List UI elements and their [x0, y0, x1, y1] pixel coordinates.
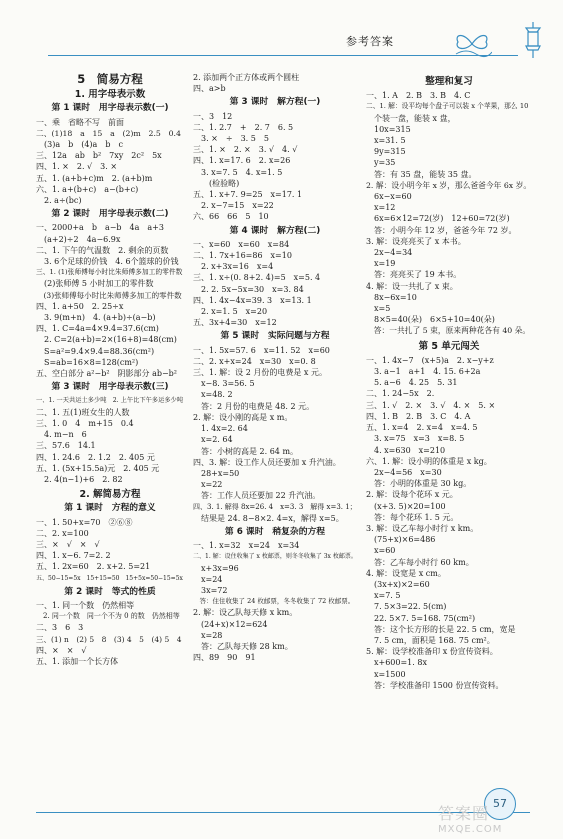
answer-line: 五、空白部分 a²−b² 阴影部分 ab−b²: [36, 369, 178, 379]
answer-line: (3x+x)×2=60: [366, 579, 430, 589]
lesson-heading: 第 2 课时 等式的性质: [64, 586, 156, 597]
answer-column-middle: [193, 72, 357, 663]
answer-line: 四、89 90 91: [193, 653, 256, 663]
header-label: 参考答案: [346, 35, 394, 48]
answer-line: 三、1. x÷(0. 8+2. 4)=5 x=5. 4: [193, 273, 321, 283]
answer-line: 6x−x=60: [366, 192, 412, 202]
answer-line: 四、1. 24.6 2. 1.2 2. 405 元: [36, 452, 155, 462]
answer-line: x+3x=96: [193, 563, 239, 573]
answer-line: 四、1. x=17. 6 2. x=26: [193, 156, 291, 166]
answer-line: 答：学校准备印 1500 份宣传资料。: [366, 680, 504, 690]
watermark-line-1: 答案圈: [438, 804, 490, 823]
answer-line: 7. 5×3=22. 5(cm): [366, 602, 447, 612]
answer-line: 四、1. 4x−4x=39. 3 x=13. 1: [193, 295, 312, 305]
answer-line: 一、1. 5x=57. 6 x=11. 52 x=60: [193, 345, 330, 355]
answer-line: (3)a b (4)a b c: [36, 140, 123, 150]
lesson-heading: 第 1 课时 用字母表示数(一): [51, 103, 169, 114]
answer-line: 一、1. 一天共运土多少吨 2. 上午比下午多运多少吨: [36, 397, 184, 405]
answer-line: 四、1. × 2. √ 3. ×: [36, 162, 118, 172]
answer-line: x=12: [366, 203, 396, 213]
answer-line: 4. x=630 x=210: [366, 445, 446, 455]
answer-line: 三、1. 0 4 m+15 0.4: [36, 418, 134, 428]
answer-line: 答：工作人员还要加 22 升汽油。: [193, 491, 321, 501]
answer-line: 个装一盘，能装 x 盘，: [366, 113, 456, 123]
answer-line: 三、1. × 2. × 3. √ 4. √: [193, 145, 298, 155]
answer-line: x+600=1. 8x: [366, 658, 427, 668]
answer-line: 二、1. 24−5x 2.: [366, 389, 435, 399]
answer-line: 四、1. x−6. 7=2. 2: [36, 551, 111, 561]
lesson-heading: 第 2 课时 用字母表示数(二): [51, 209, 169, 220]
answer-line: 五、3x+4=30 x=12: [193, 318, 277, 328]
answer-line: 三、12a ab b² 7xy 2c² 5x: [36, 151, 162, 161]
answer-line: 二、1. 解：设住收集了 x 枚邮票，则冬冬收集了 3x 枚邮票。: [193, 553, 357, 561]
answer-line: 三、× √ × √: [36, 539, 100, 549]
answer-line: x=28: [193, 630, 223, 640]
answer-line: 一、乘 省略不写 前面: [36, 117, 124, 127]
answer-line: 2. 2. 5x−5x=30 x=3. 84: [193, 284, 304, 294]
answer-line: 3. a−1 a+1 4. 15. 6+2a: [366, 367, 481, 377]
answer-line: 10x=315: [366, 124, 411, 134]
answer-line: 一、3 12: [193, 111, 233, 121]
answer-column-right: [366, 72, 532, 691]
answer-line: 5. 解：设学校准备印 x 份宣传资料。: [366, 647, 498, 657]
section-heading: 第 5 单元闯关: [418, 340, 480, 352]
answer-line: 4. m−n 6: [36, 430, 87, 440]
answer-line: 答：一共扎了 5 束，原来两种花各有 40 朵。: [366, 326, 531, 336]
answer-line: 五、1. 2x=60 2. x+2. 5=21: [36, 562, 151, 572]
answer-line: 五、1. 添加一个长方体: [36, 656, 119, 666]
answer-line: 3. x=75 x=3 x=8. 5: [366, 434, 465, 444]
answer-line: 四、1. a+50 2. 25÷x: [36, 301, 124, 311]
answer-line: 答：亮亮买了 19 本书。: [366, 270, 462, 280]
answer-line: 二、2. x+x=24 x=30 x=0. 8: [193, 356, 316, 366]
answer-line: x=48. 2: [193, 390, 233, 400]
butterfly-icon: [452, 30, 492, 58]
answer-line: 答：小明的体重是 30 kg。: [366, 479, 472, 489]
answer-line: 二、1. 解：设平均每个盘子可以装 x 个苹果，那么 10: [366, 102, 529, 111]
answer-line: 4. 解：设一共扎了 x 束。: [366, 281, 458, 291]
answer-line: 四、3. 解：设工作人员还要加 x 升汽油。: [193, 457, 341, 467]
answer-line: 3. × ÷ 3. 5 5: [193, 134, 269, 144]
answer-line: 答：乙队每天修 28 km。: [193, 641, 293, 651]
answer-line: 五、1. (5x+15.5a)元 2. 405 元: [36, 463, 160, 473]
answer-line: x=1500: [366, 669, 406, 679]
answer-line: 一、1. 50+x=70 ②⑥⑧: [36, 517, 133, 527]
answer-line: 六、1. a+(b+c) a−(b+c): [36, 184, 139, 194]
answer-line: 五、1. x=4 2. x=4 x=4. 5: [366, 423, 478, 433]
answer-line: 三、1. (1)张师傅每小时比朱师傅多加工的零件数: [36, 268, 183, 277]
answer-line: 二、(1)18 a 15 a (2)m 2.5 0.4: [36, 128, 181, 138]
answer-line: x=31. 5: [366, 136, 406, 146]
answer-line: 一、1. A 2. B 3. B 4. C: [366, 91, 471, 101]
answer-line: 6x=6×12=72(岁) 12+60=72(岁): [366, 214, 510, 224]
answer-line: 三、1. 解：设 2 月份的电费是 x 元。: [193, 368, 327, 378]
chapter-heading: 5 简易方程: [77, 72, 143, 86]
answer-line: 一、2000+a b a−b 4a a+3: [36, 223, 164, 233]
answer-line: 二、3 6 3: [36, 623, 84, 633]
lesson-heading: 第 4 课时 解方程(二): [229, 225, 321, 236]
answer-line: 2. 解：设小刚的高是 x m。: [193, 412, 293, 422]
answer-line: 结果是 24. 8−8×2. 4=x，解得 x=5。: [193, 513, 344, 523]
lamp-icon: [520, 20, 546, 60]
page-header: [0, 0, 563, 62]
answer-line: 8×5=40(朵) 6×5+10=40(朵): [366, 315, 495, 325]
answer-line: 2x−4=56 x=30: [366, 467, 442, 477]
page-number: 57: [484, 788, 516, 820]
answer-line: 28+x=50: [193, 468, 240, 478]
answer-line: (2)张师傅 5 小时加工的零件数: [36, 279, 154, 289]
answer-line: (24+x)×12=624: [193, 619, 268, 629]
section-heading: 整理和复习: [425, 76, 473, 87]
answer-line: 二、1. 2.7 + 2. 7 6. 5: [193, 122, 294, 132]
answer-line: 二、1. 五(1)班女生的人数: [36, 407, 130, 417]
answer-line: 3. x=7. 5 4. x=1. 5: [193, 167, 283, 177]
answer-line: 2. 解：设每个花环 x 元。: [366, 490, 458, 500]
answer-line: 7. 5 cm，面积是 168. 75 cm²。: [366, 635, 495, 645]
answer-line: 3. 6个足球的价钱 4. 6个篮球的价钱: [36, 257, 179, 267]
answer-line: 2. 添加两个正方体或两个圆柱: [193, 73, 300, 82]
answer-line: 四、a>b: [193, 84, 226, 94]
answer-line: 答：小树的高是 2. 64 m。: [193, 446, 299, 456]
answer-line: 2. C=2(a+b)=2×(16+8)=48(cm): [36, 335, 177, 345]
answer-line: 四、3. 1. 解得 8x=26. 4 x=3. 3 解得 x=3. 1；: [193, 502, 357, 511]
section-heading: 1. 用字母表示数: [74, 89, 146, 101]
answer-line: 答：住住收集了 24 枚邮票，冬冬收集了 72 枚邮票。: [193, 597, 355, 606]
answer-line: (检验略): [193, 178, 240, 188]
answer-line: 四、1. C=4a=4×9.4=37.6(cm): [36, 324, 159, 334]
answer-line: 8x−6x=10: [366, 292, 417, 302]
lesson-heading: 第 6 课时 稍复杂的方程: [224, 526, 326, 537]
answer-line: (x+3. 5)×20=100: [366, 501, 446, 511]
lesson-heading: 第 3 课时 解方程(一): [229, 97, 321, 108]
answer-line: 2. x+3x=16 x=4: [193, 262, 274, 272]
answer-line: 答：2 月份的电费是 48. 2 元。: [193, 401, 315, 411]
answer-line: 5. a−6 4. 25 5. 31: [366, 378, 458, 388]
section-heading: 2. 解简易方程: [79, 489, 141, 501]
answer-line: 答：这个长方形的长是 22. 5 cm，宽是: [366, 624, 516, 634]
answer-line: S=a²=9.4×9.4=88.36(cm²): [36, 346, 155, 356]
answer-line: 3x=72: [193, 585, 228, 595]
answer-line: x=7. 5: [366, 591, 401, 601]
answer-line: (75+x)×6=486: [366, 535, 436, 545]
watermark-line-2: MXQE.COM: [438, 824, 503, 835]
answer-line: 2. a÷(bc): [36, 196, 82, 206]
answer-line: 2. 同一个数 同一个不为 0 的数 仍然相等: [36, 612, 180, 621]
answer-line: 22. 5×7. 5=168. 75(cm²): [366, 613, 476, 623]
answer-line: 四、1. B 2. B 3. C 4. A: [366, 411, 471, 421]
answer-line: 答：每个花环 1. 5 元。: [366, 512, 459, 522]
answer-line: 一、1. x=32 x=24 x=34: [193, 541, 300, 551]
answer-column-left: [36, 72, 184, 667]
answer-line: 2. 解：设小明今年 x 岁，那么爸爸今年 6x 岁。: [366, 180, 532, 190]
answer-line: 2x−4=34: [366, 248, 413, 258]
answer-line: 二、1. 下午的气温数 2. 剩余的页数: [36, 245, 169, 255]
answer-line: 2. 解：设乙队每天修 x km。: [193, 608, 298, 618]
answer-line: 二、2. x=100: [36, 528, 89, 538]
answer-line: x=24: [193, 574, 223, 584]
answer-line: 三、57.6 14.1: [36, 441, 96, 451]
answer-line: 三、(1) n (2) 5 8 (3) 4 5 (4) 5 4: [36, 634, 182, 644]
answer-line: 2. x=1. 5 x=20: [193, 307, 268, 317]
answer-line: 2. 4(n−1)+6 2. 82: [36, 474, 123, 484]
answer-line: 答：小明今年 12 岁，爸爸今年 72 岁。: [366, 225, 517, 235]
answer-line: 六、1. 解：设小明的体重是 x kg。: [366, 456, 492, 466]
answer-line: 4. 解：设宽是 x cm。: [366, 568, 446, 578]
answer-line: 六、66 66 5 10: [193, 212, 269, 222]
answer-line: 五、50−15=5x 15+15=50 15+5x=50−15=5x: [36, 574, 183, 582]
answer-line: 一、1. 4x−7 (x+5)a 2. x−y+z: [366, 355, 494, 365]
watermark-logo: [438, 806, 558, 838]
answer-line: 四、× × √: [36, 645, 87, 655]
answer-line: 3. 9(m+n) 4. (a+b)÷(a−b): [36, 313, 156, 323]
answer-line: 3. 解：设亮亮买了 x 本书。: [366, 236, 466, 246]
answer-line: y=35: [366, 158, 396, 168]
answer-line: x=2. 64: [193, 435, 233, 445]
answer-line: 答：有 35 盘，能装 35 盘。: [366, 169, 477, 179]
answer-line: x=60: [366, 546, 396, 556]
answer-line: 3. 解：设乙车每小时行 x km。: [366, 523, 479, 533]
answer-line: 一、1. 同一个数 仍然相等: [36, 600, 135, 610]
answer-line: 五、1. x+7. 9=25 x=17. 1: [193, 190, 303, 200]
answer-line: 9y=315: [366, 147, 406, 157]
answer-line: x=5: [366, 304, 391, 314]
answer-line: 答：乙车每小时行 60 km。: [366, 557, 474, 567]
answer-line: 一、x=60 x=60 x=84: [193, 239, 290, 249]
lesson-heading: 第 5 课时 实际问题与方程: [220, 331, 330, 342]
answer-line: (3)张师傅每小时比朱师傅多加工的零件数: [36, 290, 182, 300]
answer-line: S=ab=16×8=128(cm²): [36, 357, 139, 367]
answer-line: x−8. 3=56. 5: [193, 379, 255, 389]
header-rule: [48, 55, 518, 56]
answer-line: x=19: [366, 259, 396, 269]
answer-line: 2. x−7=15 x=22: [193, 201, 274, 211]
lesson-heading: 第 1 课时 方程的意义: [64, 503, 156, 514]
answer-line: x=22: [193, 480, 223, 490]
answer-line: 1. 4x=2. 64: [193, 424, 248, 434]
answer-line: 三、1. √ 2. × 3. √ 4. × 5. ×: [366, 400, 496, 410]
answer-line: 五、1. (a+b+c)m 2. (a+b)m: [36, 173, 153, 183]
answer-line: 二、1. 7x+16=86 x=10: [193, 251, 292, 261]
lesson-heading: 第 3 课时 用字母表示数(三): [51, 382, 169, 393]
answer-line: (a+2)÷2 4a−6.9x: [36, 234, 121, 244]
